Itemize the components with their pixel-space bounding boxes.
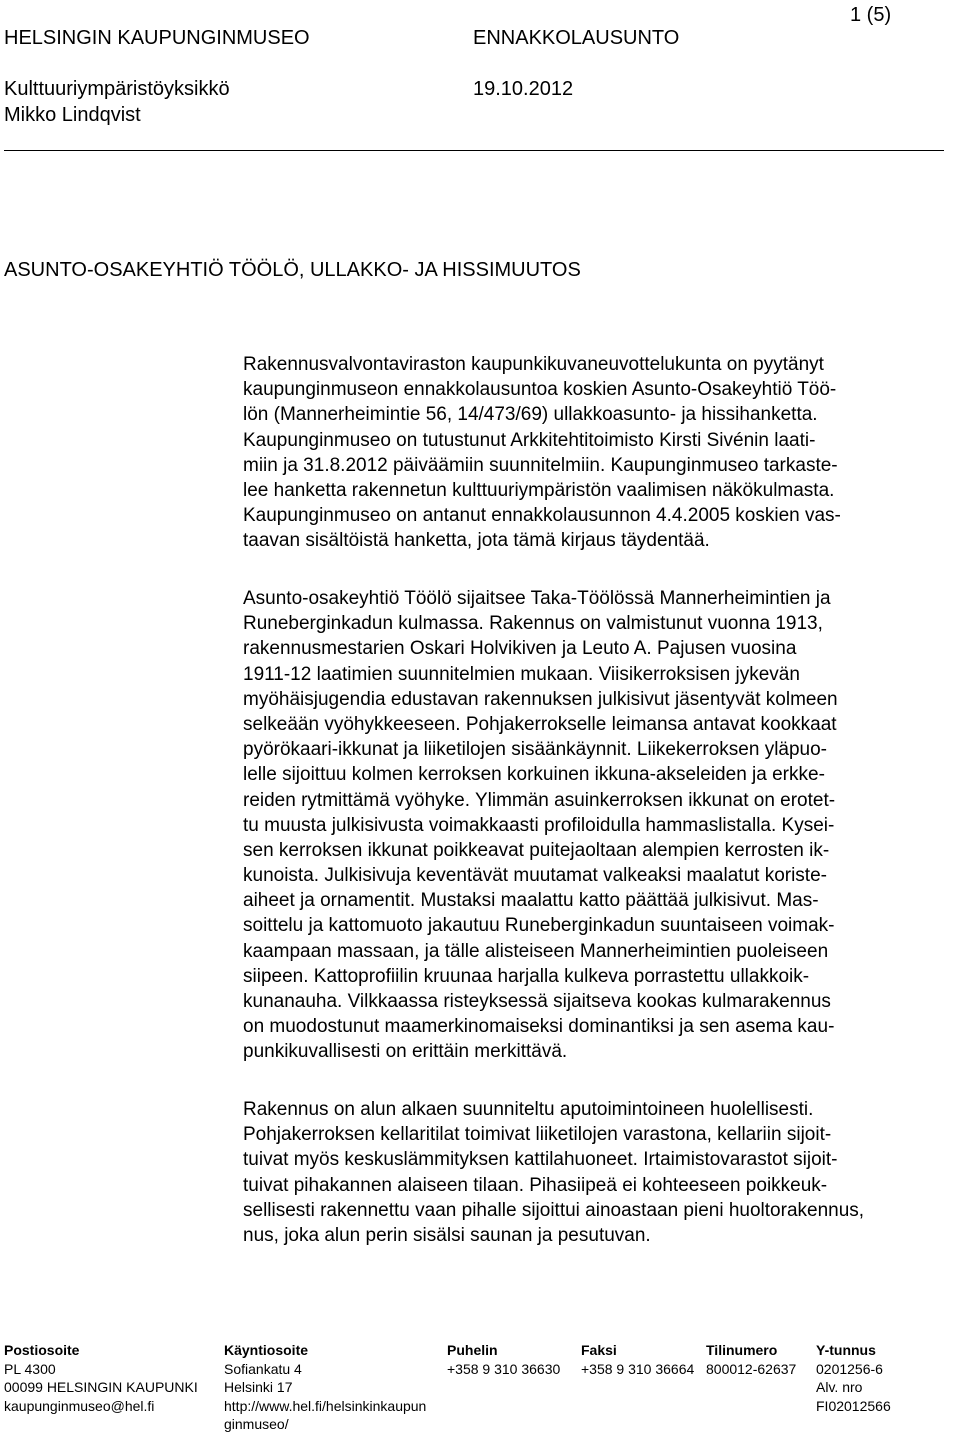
- author-name: Mikko Lindqvist: [4, 104, 141, 126]
- document-title: ASUNTO-OSAKEYHTIÖ TÖÖLÖ, ULLAKKO- JA HISSIMUUTOS: [4, 259, 581, 281]
- text-line: lee hanketta rakennetun kulttuuriympäristön vaalimisen näkökulmasta.: [243, 479, 835, 501]
- text-line: pyörökaari-ikkunat ja liiketilojen sisäänkäynnit. Liikekerroksen yläpuo-: [243, 739, 828, 761]
- footer-phone: [447, 1341, 560, 1378]
- text-line: Rakennus on alun alkaen suunniteltu aputoimintoineen huolellisesti.: [243, 1099, 814, 1120]
- footer-email: kaupunginmuseo@hel.fi: [4, 1397, 155, 1414]
- text-line: kaampaan massaan, ja tälle alisteiseen Mannerheimintien puoleiseen: [243, 940, 829, 962]
- footer-account-number: [706, 1341, 796, 1378]
- text-line: tuivat pihakannen alaiseen tilaan. Pihasiipeä ei kohteeseen poikkeuk-: [243, 1174, 828, 1196]
- header-divider: [4, 150, 944, 151]
- paragraph-auxiliary-spaces: [243, 1097, 864, 1248]
- footer-heading: Y-tunnus: [816, 1342, 876, 1358]
- footer-heading: Faksi: [581, 1342, 617, 1358]
- text-line: taavan sisältöistä hanketta, jota tämä kirjaus täydentää.: [243, 530, 710, 552]
- footer-heading: Puhelin: [447, 1342, 498, 1358]
- footer-line: +358 9 310 36664: [581, 1360, 695, 1377]
- text-line: kaupunginmuseon ennakkolausuntoa koskien Asunto-Osakeyhtiö Töö-: [243, 379, 837, 401]
- footer-website: ginmuseo/: [224, 1416, 289, 1433]
- text-line: kunoista. Julkisivuja keventävät muutamat valkeaksi maalatut koriste-: [243, 865, 827, 887]
- footer-line: 00099 HELSINGIN KAUPUNKI: [4, 1379, 198, 1396]
- text-line: 1911-12 laatimien suunnitelmien mukaan. Viisikerroksisen jykevän: [243, 663, 800, 685]
- footer-heading: Postiosoite: [4, 1342, 80, 1358]
- footer-heading: Tilinumero: [706, 1342, 778, 1358]
- text-line: reiden rytmittämä vyöhyke. Ylimmän asuinkerroksen ikkunat on erotet-: [243, 789, 836, 811]
- text-line: rakennusmestarien Oskari Holvikiven ja Leuto A. Pajusen vuosina: [243, 638, 797, 660]
- footer-website: http://www.hel.fi/helsinkinkaupun: [224, 1397, 427, 1414]
- text-line: kunanauha. Vilkkaassa risteyksessä sijaitseva kookas kulmarakennus: [243, 991, 831, 1012]
- document-type: ENNAKKOLAUSUNTO: [473, 27, 680, 49]
- text-line: Asunto-osakeyhtiö Töölö sijaitsee Taka-Töölössä Mannerheimintien ja: [243, 588, 831, 609]
- text-line: miin ja 31.8.2012 päiväämiin suunnitelmiin. Kaupunginmuseo tarkaste-: [243, 454, 838, 476]
- footer-line: 800012-62637: [706, 1360, 797, 1377]
- footer-postal-address: [4, 1341, 198, 1415]
- footer-line: +358 9 310 36630: [447, 1360, 561, 1377]
- text-line: lön (Mannerheimintie 56, 14/473/69) ullakkoasunto- ja hissihanketta.: [243, 404, 818, 426]
- text-line: myöhäisjugendia edustavan rakennuksen julkisivut jäsentyvät kolmeen: [243, 688, 838, 710]
- footer-line: Alv. nro: [816, 1379, 863, 1396]
- unit-name: Kulttuuriympäristöyksikkö: [4, 78, 230, 100]
- footer-line: FI02012566: [816, 1397, 891, 1414]
- text-line: sellisesti rakennettu vaan pihalle sijoittui ainoastaan pieni huoltorakennus,: [243, 1199, 865, 1221]
- paragraph-building-description: [243, 586, 838, 1065]
- footer-line: Sofiankatu 4: [224, 1360, 302, 1377]
- footer-business-id: [816, 1341, 891, 1415]
- footer-visiting-address: [224, 1341, 426, 1434]
- text-line: Kaupunginmuseo on tutustunut Arkkitehtitoimisto Kirsti Sivénin laati-: [243, 429, 816, 451]
- paragraph-request: [243, 352, 841, 554]
- text-line: siipeen. Kattoprofiilin kruunaa harjalla kulkeva porrastettu ullakkoik-: [243, 965, 810, 987]
- text-line: Runeberginkadun kulmassa. Rakennus on valmistunut vuonna 1913,: [243, 613, 823, 635]
- text-line: nus, joka alun perin sisälsi saunan ja pesutuvan.: [243, 1224, 651, 1246]
- text-line: soittelu ja kattomuoto jakautuu Runeberginkadun suuntaiseen voimak-: [243, 915, 835, 937]
- footer-heading: Käyntiosoite: [224, 1342, 309, 1358]
- page-number: 1 (5): [850, 4, 892, 26]
- footer-line: 0201256-6: [816, 1360, 883, 1377]
- text-line: Rakennusvalvontaviraston kaupunkikuvaneuvottelukunta on pyytänyt: [243, 354, 824, 375]
- document-date: 19.10.2012: [473, 78, 574, 100]
- text-line: punkikuvallisesti on erittäin merkittävä.: [243, 1041, 568, 1063]
- text-line: tuivat myös keskuslämmityksen kattilahuoneet. Irtaimistovarastot sijoit-: [243, 1149, 838, 1171]
- organization-name: HELSINGIN KAUPUNGINMUSEO: [4, 27, 310, 49]
- text-line: sen kerroksen ikkunat poikkeavat puitejaoltaan alempien kerrosten ik-: [243, 839, 830, 861]
- text-line: tu muusta julkisivusta voimakkaasti profiloidulla hammaslistalla. Kysei-: [243, 814, 835, 836]
- text-line: Kaupunginmuseo on antanut ennakkolausunnon 4.4.2005 koskien vas-: [243, 505, 841, 527]
- footer-fax: [581, 1341, 694, 1378]
- text-line: Pohjakerroksen kellaritilat toimivat liiketilojen varastona, kellariin sijoit-: [243, 1124, 832, 1146]
- text-line: selkeään vyöhykkeeseen. Pohjakerrokselle leimansa antavat kookkaat: [243, 713, 837, 735]
- text-line: aiheet ja ornamentit. Mustaksi maalattu katto päättää julkisivut. Mas-: [243, 890, 819, 912]
- footer-line: PL 4300: [4, 1360, 56, 1377]
- footer-line: Helsinki 17: [224, 1379, 293, 1396]
- text-line: on muodostunut maamerkinomaiseksi dominantiksi ja sen asema kau-: [243, 1016, 835, 1038]
- text-line: lelle sijoittuu kolmen kerroksen korkuinen ikkuna-akseleiden ja erkke-: [243, 764, 825, 786]
